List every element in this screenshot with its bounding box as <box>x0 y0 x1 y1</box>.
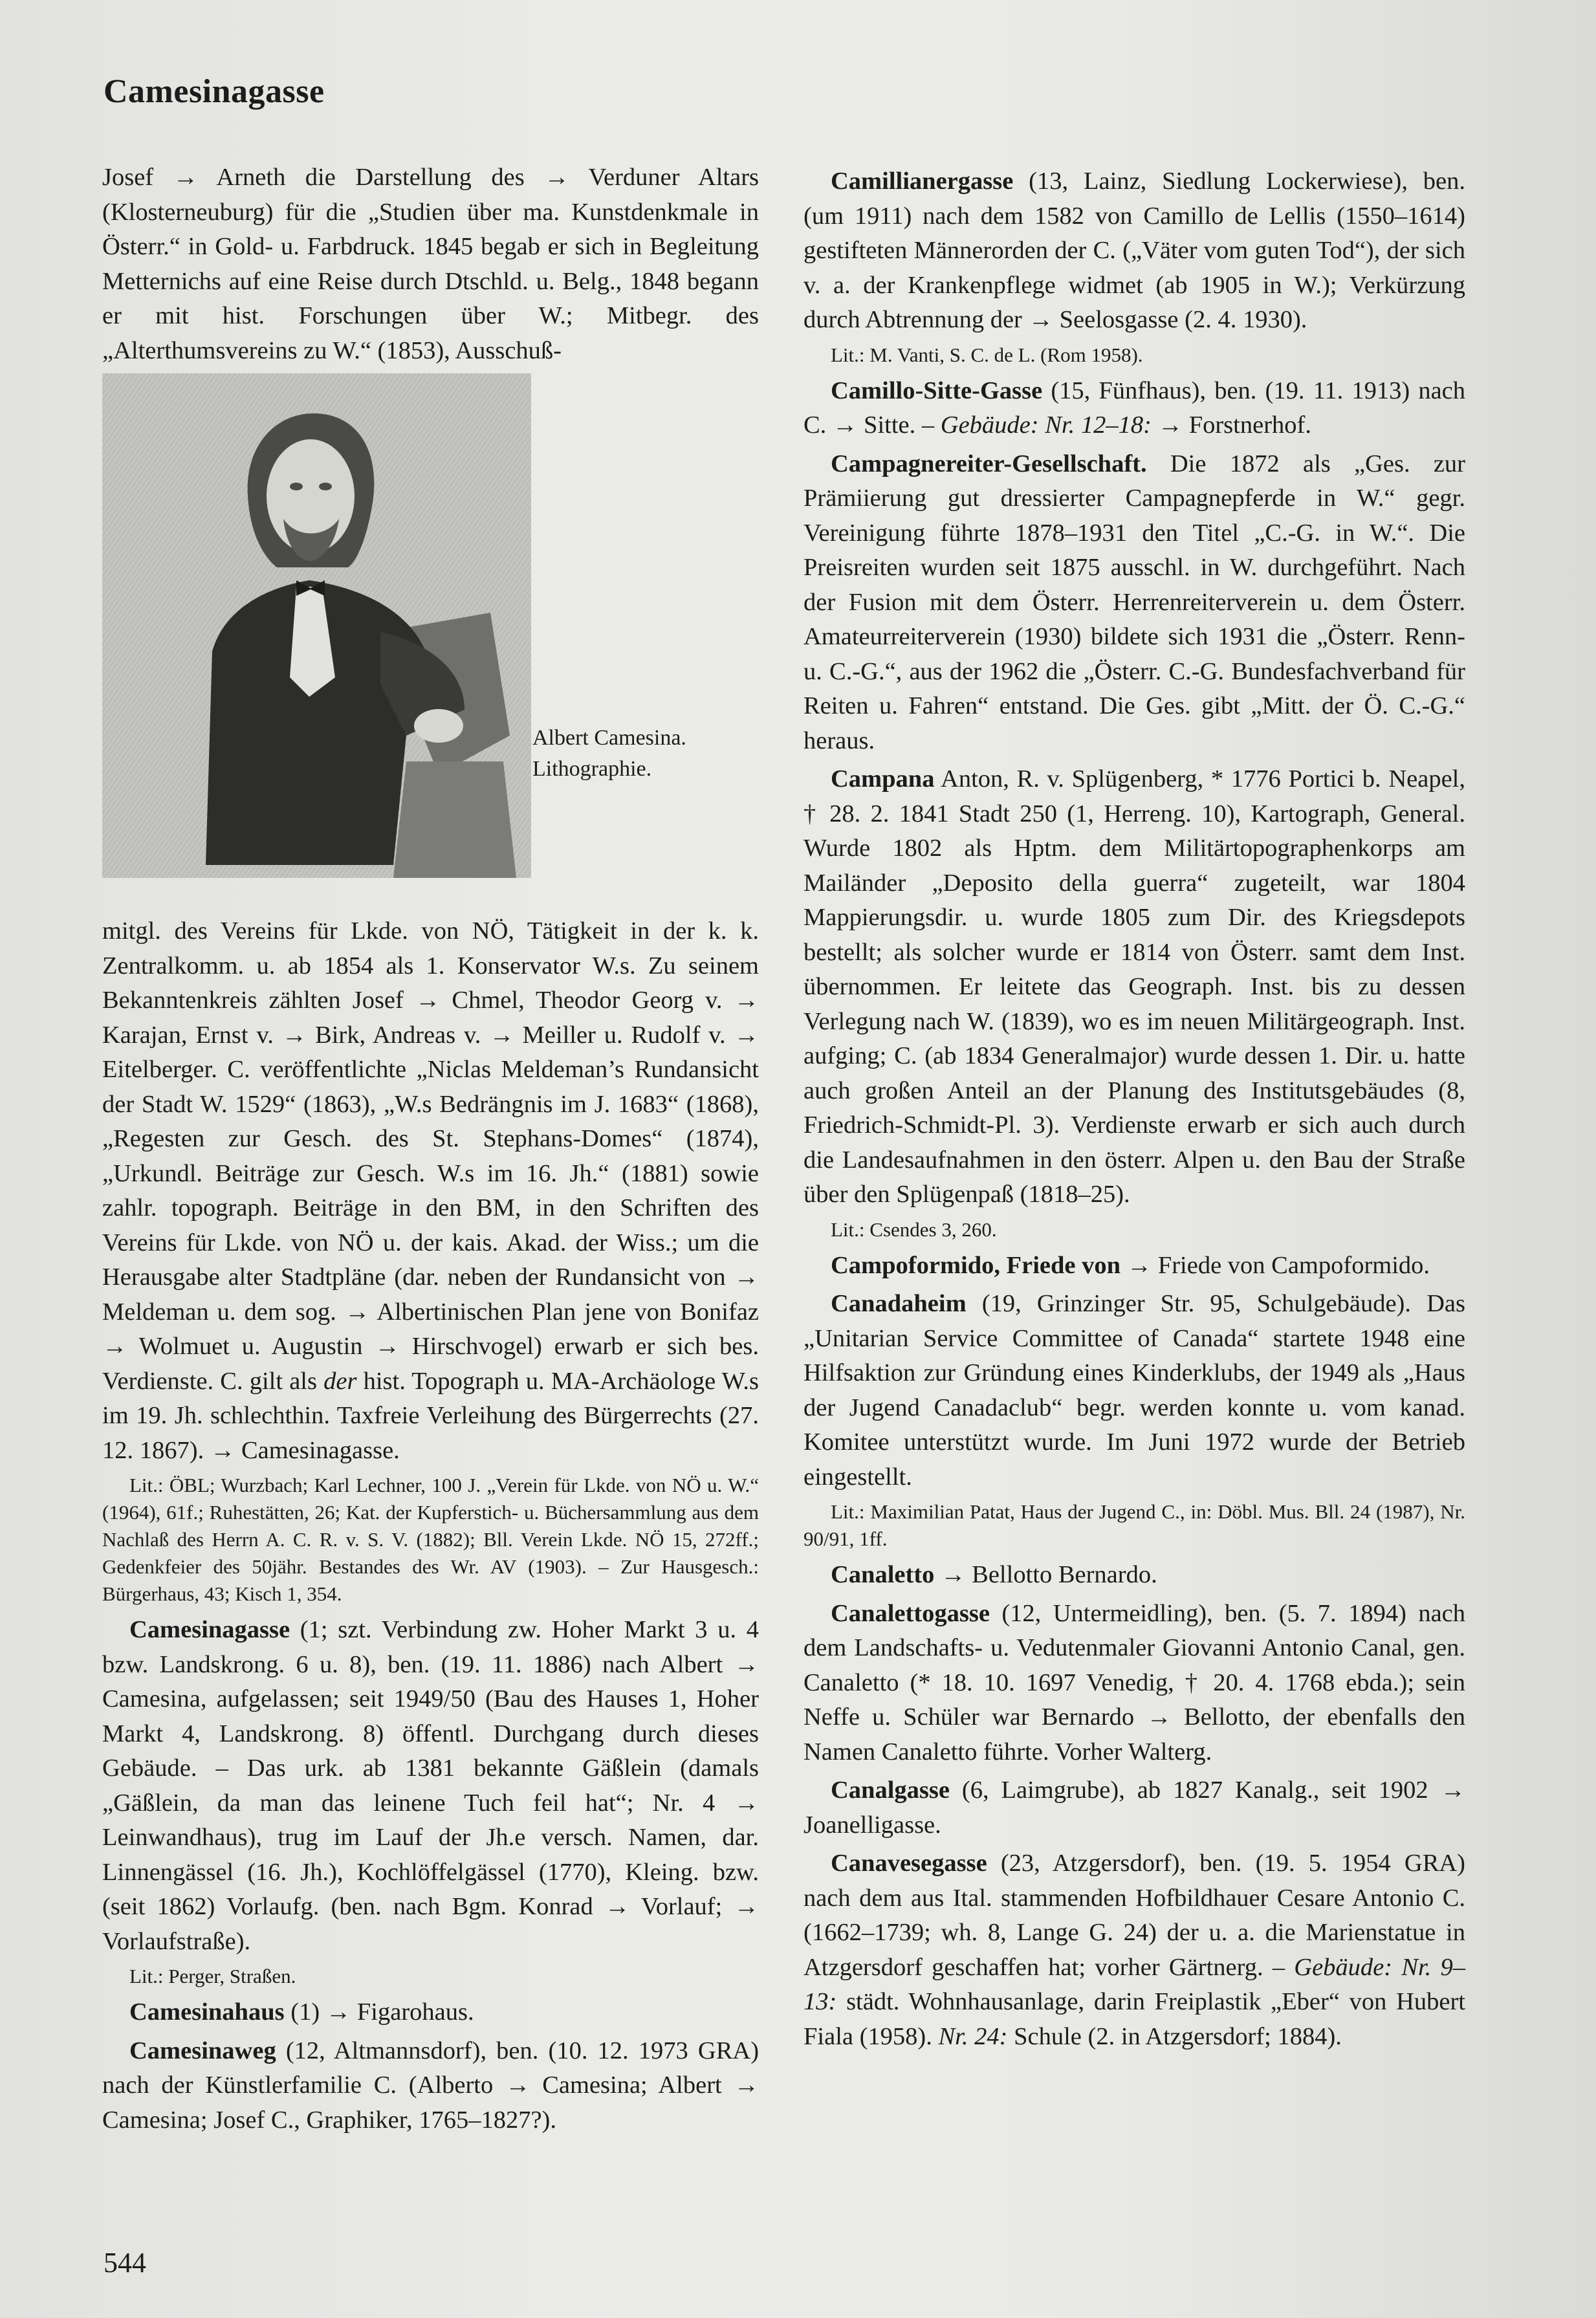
emphasis: Gebäude: Nr. 12–18: <box>940 411 1152 439</box>
entry-camillo-sitte-gasse: Camillo-Sitte-Gasse (15, Fünfhaus), ben. (19. 11. 1913) nach C. → Sitte. – Gebäude: Nr. 12–18: → Forstnerhof. <box>803 377 1465 439</box>
entry-keyword: Canadaheim <box>831 1290 967 1317</box>
emphasis: der <box>323 1367 357 1395</box>
entry-keyword: Camesinahaus <box>129 1998 285 2026</box>
page-number: 544 <box>104 2247 146 2279</box>
entry-canavesegasse: Canavesegasse (23, Atzgersdorf), ben. (19. 5. 1954 GRA) nach dem aus Ital. stammenden Hofbildhauer Cesare Antonio C. (1662–1739; wh. 8, Lange G. 24) der u. a. die Marienstatue in Atzgersdorf geschaffen hat; vorher Gärtnerg. – Gebäude: Nr. 9–13: städt. Wohnhausanlage, darin Freiplastik „Eber“ von Hubert Fiala (1958). Nr. 24: Schule (2. in Atzgersdorf; 1884). <box>803 1850 1466 2050</box>
right-column <box>803 160 1465 2054</box>
entry-keyword: Campoformido, Friede von <box>831 1251 1121 1279</box>
figure-caption <box>532 723 746 785</box>
entry-canaletto: Canaletto → Bellotto Bernardo. <box>831 1561 1157 1588</box>
figure <box>102 373 759 910</box>
entry-keyword: Canavesegasse <box>831 1850 987 1877</box>
literature-note: Lit.: M. Vanti, S. C. de L. (Rom 1958). <box>831 343 1143 366</box>
caption-line: Albert Camesina. <box>532 726 686 750</box>
entry-campoformido: Campoformido, Friede von → Friede von Campoformido. <box>831 1251 1430 1279</box>
entry-camesinagasse: Camesinagasse (1; szt. Verbindung zw. Hoher Markt 3 u. 4 bzw. Landskrong. 6 u. 8), ben. (19. 11. 1886) nach Albert → Camesina, aufgelassen; seit 1949/50 (Bau des Hauses 1, Hoher Markt 4, Landskrong. 8) öffentl. Durchgang durch dieses Gebäude. – Das urk. ab 1381 bekannte Gäßlein (damals „Gäßlein, da man das leinene Tuch feil hat“; Nr. 4 → Leinwandhaus), trug im Lauf der Jh.e versch. Namen, dar. Linnengässel (16. Jh.), Kochlöffelgässel (1770), Kleing. bzw. (seit 1862) Vorlaufg. (ben. nach Bgm. Konrad → Vorlauf; → Vorlaufstraße). <box>102 1616 759 1955</box>
running-head: Camesinagasse <box>104 73 325 110</box>
entry-camesinaweg: Camesinaweg (12, Altmannsdorf), ben. (10. 12. 1973 GRA) nach der Künstlerfamilie C. (Alberto → Camesina; Albert → Camesina; Josef C., Graphiker, 1765–1827?). <box>102 2037 760 2134</box>
caption-line: Lithographie. <box>532 757 652 781</box>
entry-campana: Campana Anton, R. v. Splügenberg, * 1776 Portici b. Neapel, † 28. 2. 1841 Stadt 250 (1, Herreng. 10), Kartograph, General. Wurde 1802 als Hptm. dem Militärtopographenkorps am Mailänder „Deposito della guerra“ zugeteilt, war 1804 Mappierungsdir. u. wurde 1805 zum Dir. des Kriegsdepots bestellt; als solcher wurde er 1814 von Österr. samt dem Inst. übernommen. Er leitete das Geograph. Inst. bis zu dessen Verlegung nach W. (1839), wo es im neuen Militärgeograph. Inst. aufging; C. (ab 1834 Generalmajor) wurde dessen 1. Dir. u. hatte auch großen Anteil an der Planung des Institutsgebäudes (8, Friedrich-Schmidt-Pl. 3). Verdienste erwarb er sich auch durch die Landesaufnahmen in den österr. Alpen u. den Bau der Straße über den Splügenpaß (1818–25). <box>803 765 1465 1208</box>
paragraph: Josef → Arneth die Darstellung des → Verduner Altars (Klosterneuburg) für die „Studien über ma. Kunstdenkmale in Österr.“ in Gold- u. Farbdruck. 1845 begab er sich in Begleitung Metternichs auf eine Reise durch Dtschld. u. Belg., 1848 begann er mit hist. Forschungen über W.; Mitbegr. des „Alterthumsvereins zu W.“ (1853), Ausschuß- <box>102 164 759 364</box>
portrait-image <box>102 373 531 878</box>
emphasis: Nr. 24: <box>938 2022 1008 2050</box>
entry-canalgasse: Canalgasse (6, Laimgrube), ab 1827 Kanalg., seit 1902 → Joanelligasse. <box>803 1777 1465 1839</box>
entry-keyword: Campagnereiter-Gesellschaft. <box>831 450 1147 477</box>
entry-keyword: Canalettogasse <box>831 1599 990 1627</box>
entry-campagnereiter-gesellschaft: Campagnereiter-Gesellschaft. Die 1872 als „Ges. zur Prämiierung gut dressierter Campagnepferde in W.“ gegr. Vereinigung führte 1878–1931 den Titel „C.-G. in W.“. Die Preisreiten wurden seit 1875 ausschl. in W. durchgeführt. Nach der Fusion mit dem Österr. Herrenreiterverein u. dem Österr. Amateurreiterverein (1930) bildete sich 1931 die „Österr. Renn- u. C.-G.“, aus der 1962 die „Österr. C.-G. Bundesfachverband für Reiten u. Fahren“ entstand. Die Ges. gibt „Mitt. der Ö. C.-G.“ heraus. <box>803 450 1466 754</box>
emphasis: Gebäude: Nr. 9–13: <box>803 1953 1465 2015</box>
entry-keyword: Camillo-Sitte-Gasse <box>831 377 1043 404</box>
entry-camillianergasse: Camillianergasse (13, Lainz, Siedlung Lockerwiese), ben. (um 1911) nach dem 1582 von Camillo de Lellis (1550–1614) gestifteten Männerorden der C. („Väter vom guten Tod“), der sich v. a. der Krankenpflege widmet (ab 1905 in W.); Verkürzung durch Abtrennung der → Seelosgasse (2. 4. 1930). <box>803 168 1466 333</box>
entry-canalettogasse: Canalettogasse (12, Untermeidling), ben. (5. 7. 1894) nach dem Landschafts- u. Vedutenmaler Giovanni Antonio Canal, gen. Canaletto (* 18. 10. 1697 Venedig, † 20. 4. 1768 ebda.); sein Neffe u. Schüler war Bernardo → Bellotto, der ebenfalls den Namen Canaletto führte. Vorher Walterg. <box>803 1599 1465 1766</box>
entry-keyword: Camillianergasse <box>831 168 1014 195</box>
left-column <box>102 160 759 2138</box>
entry-camesinahaus: Camesinahaus (1) → Figarohaus. <box>129 1998 474 2026</box>
entry-keyword: Campana <box>831 765 935 793</box>
literature-note: Lit.: ÖBL; Wurzbach; Karl Lechner, 100 J. „Verein für Lkde. von NÖ u. W.“ (1964), 61f.; Ruhestätten, 26; Kat. der Kupferstich- u. Büchersammlung aus dem Nachlaß des Herrn A. C. R. v. S. V. (1882); Bll. Verein Lkde. NÖ 15, 272ff.; Gedenkfeier des 50jähr. Bestandes des Wr. AV (1903). – Zur Hausgesch.: Bürgerhaus, 43; Kisch 1, 354. <box>102 1474 759 1605</box>
literature-note: Lit.: Maximilian Patat, Haus der Jugend C., in: Döbl. Mus. Bll. 24 (1987), Nr. 90/91, 1ff. <box>803 1500 1465 1550</box>
literature-note: Lit.: Csendes 3, 260. <box>831 1218 997 1241</box>
entry-keyword: Camesinaweg <box>129 2037 276 2064</box>
paragraph: mitgl. des Vereins für Lkde. von NÖ, Tätigkeit in der k. k. Zentralkomm. u. ab 1854 als 1. Konservator W.s. Zu seinem Bekanntenkreis zählten Josef → Chmel, Theodor Georg v. → Karajan, Ernst v. → Birk, Andreas v. → Meiller u. Rudolf v. → Eitelberger. C. veröffentlichte „Niclas Meldeman’s Rundansicht der Stadt W. 1529“ (1863), „W.s Bedrängnis im J. 1683“ (1868), „Regesten zur Gesch. des St. Stephans-Domes“ (1874), „Urkundl. Beiträge zur Gesch. W.s im 16. Jh.“ (1881) sowie zahlr. topograph. Beiträge in den BM, in den Schriften des Vereins für Lkde. von NÖ u. der kais. Akad. der Wiss.; um die Herausgabe alter Stadtpläne (dar. neben der Rundansicht von → Meldeman u. dem sog. → Albertinischen Plan jene von Bonifaz → Wolmuet u. Augustin → Hirschvogel) erwarb er sich bes. Verdienste. C. gilt als der hist. Topograph u. MA-Archäologe W.s im 19. Jh. schlechthin. Taxfreie Verleihung des Bürgerrechts (27. 12. 1867). → Camesinagasse. <box>102 917 760 1464</box>
entry-canadaheim: Canadaheim (19, Grinzinger Str. 95, Schulgebäude). Das „Unitarian Service Committee of Canada“ startete 1948 eine Hilfsaktion zur Gründung eines Kinderklubs, der 1949 als „Haus der Jugend Canadaclub“ begr. werden konnte u. vom kanad. Komitee unterstützt wurde. Im Juni 1972 wurde der Betrieb eingestellt. <box>803 1290 1466 1491</box>
literature-note: Lit.: Perger, Straßen. <box>129 1965 296 1987</box>
entry-keyword: Camesinagasse <box>129 1616 290 1643</box>
entry-keyword: Canalgasse <box>831 1777 950 1804</box>
entry-keyword: Canaletto <box>831 1561 935 1588</box>
